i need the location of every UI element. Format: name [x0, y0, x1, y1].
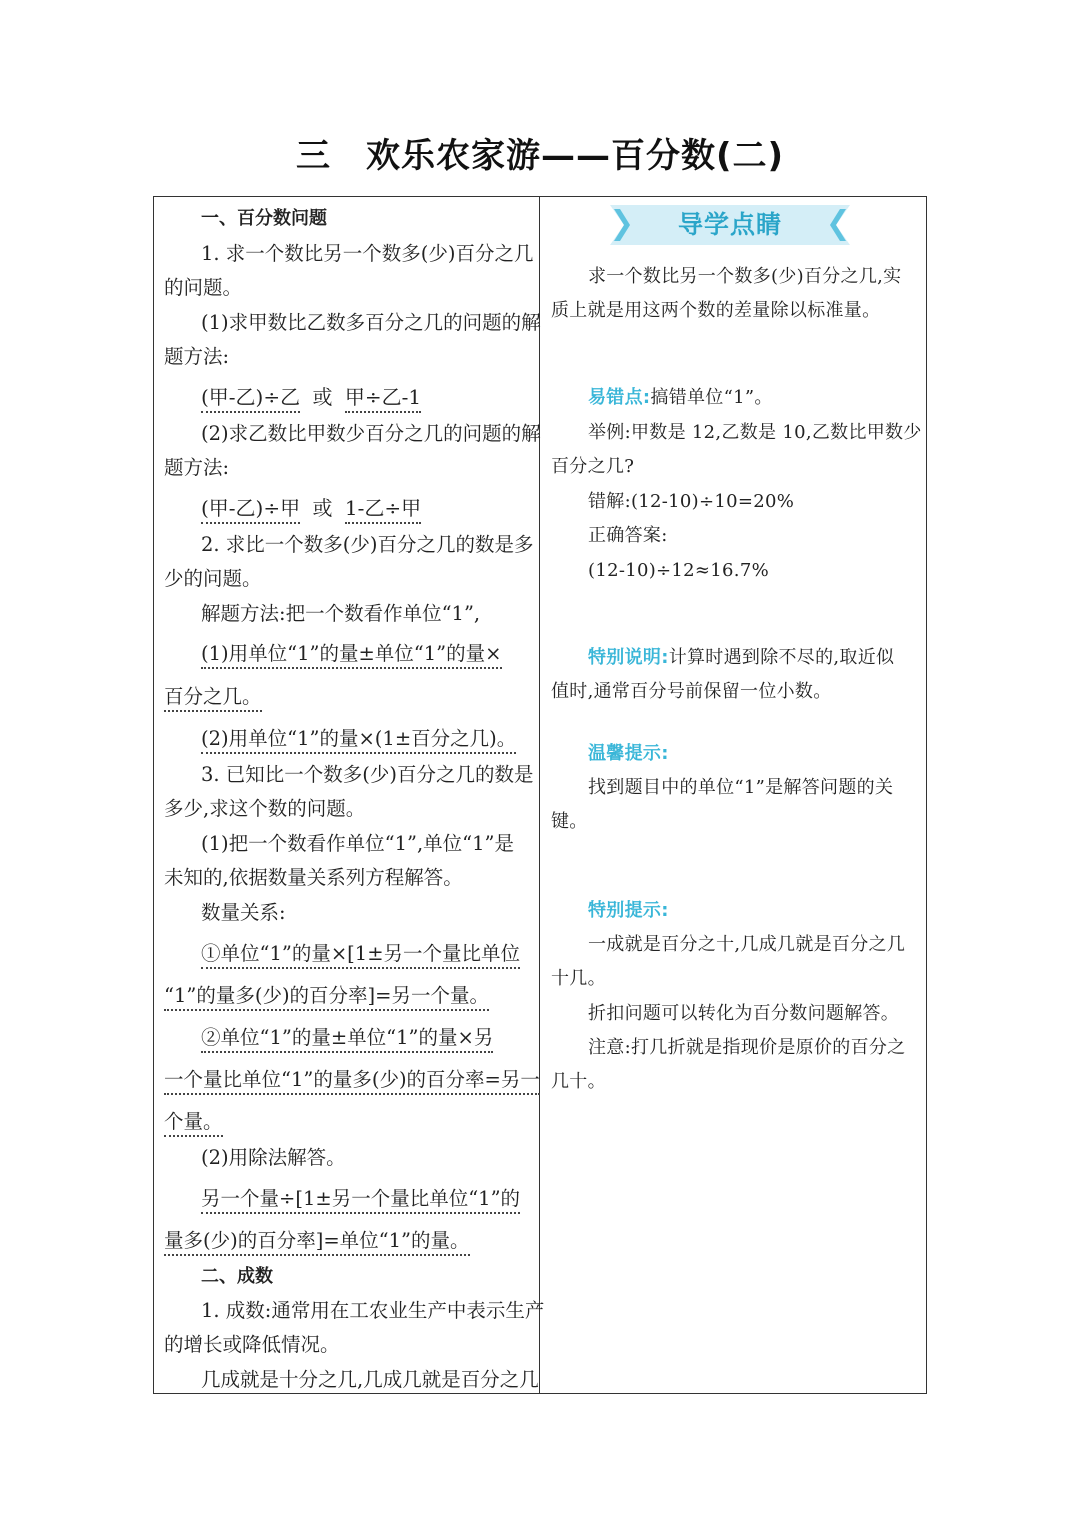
text-line: 的增长或降低情况。 — [164, 1333, 340, 1356]
formula-part: 甲÷乙-1 — [345, 385, 421, 413]
or-word: 或 — [312, 385, 333, 409]
text-line: 正确答案: — [588, 525, 668, 546]
text-line: 另一个量÷[1±另一个量比单位“1”的 — [201, 1187, 520, 1211]
text-line: 错解:(12-10)÷10=20% — [588, 491, 795, 512]
formula-part: 1-乙÷甲 — [345, 496, 421, 524]
text-line: 2. 求比一个数多(少)百分之几的数是多 — [201, 533, 534, 556]
text-line: 举例:甲数是 12,乙数是 10,乙数比甲数少 — [588, 422, 922, 443]
text-line: 一成就是百分之十,几成几就是百分之几 — [588, 934, 906, 955]
text-line: 数量关系: — [201, 901, 286, 924]
text-line: 题方法: — [164, 456, 230, 479]
formula-line — [201, 496, 421, 520]
text-line: 1. 求一个数比另一个数多(少)百分之几 — [201, 242, 534, 265]
text-line: 十几。 — [551, 968, 606, 989]
text-line: (1)用单位“1”的量±单位“1”的量× — [201, 642, 502, 666]
text-line: ①单位“1”的量×[1±另一个量比单位 — [201, 942, 520, 966]
section-heading-percent: 一、百分数问题 — [201, 208, 327, 229]
text-line: “1”的量多(少)的百分率]=另一个量。 — [164, 984, 489, 1008]
text-line: 1. 成数:通常用在工农业生产中表示生产 — [201, 1299, 545, 1322]
column-divider — [539, 196, 540, 1394]
keyword-special-tip: 特别提示: — [588, 900, 669, 921]
text-line: 题方法: — [164, 345, 230, 368]
text-line: 求一个数比另一个数多(少)百分之几,实 — [588, 266, 902, 287]
text-line: 折扣问题可以转化为百分数问题解答。 — [588, 1003, 900, 1024]
page-title: 三 欢乐农家游——百分数(二) — [295, 136, 785, 176]
text-line: 一个量比单位“1”的量多(少)的百分率=另一 — [164, 1068, 540, 1092]
text-line: (2)用单位“1”的量×(1±百分之几)。 — [201, 727, 516, 751]
text-line: 多少,求这个数的问题。 — [164, 797, 366, 820]
or-word: 或 — [312, 496, 333, 520]
keyword-special-note: 特别说明: — [588, 647, 669, 668]
text-line: (1)求甲数比乙数多百分之几的问题的解 — [201, 311, 541, 334]
formula-part: (甲-乙)÷乙 — [201, 385, 300, 413]
text-line: 百分之几? — [551, 456, 635, 477]
text-line: 找到题目中的单位“1”是解答问题的关 — [588, 777, 894, 798]
text-line: (1)把一个数看作单位“1”,单位“1”是 — [201, 832, 515, 855]
guide-banner-title: 导学点睛 — [677, 210, 782, 239]
section-heading-cheng: 二、成数 — [201, 1266, 273, 1287]
text-line: 几成就是十分之几,几成几就是百分之几 — [201, 1368, 539, 1391]
formula-part: (甲-乙)÷甲 — [201, 496, 300, 524]
text-line: 注意:打几折就是指现价是原价的百分之 — [588, 1037, 906, 1058]
text-line: 质上就是用这两个数的差量除以标准量。 — [551, 300, 881, 321]
text-line: 量多(少)的百分率]=单位“1”的量。 — [164, 1229, 470, 1253]
text-line: 易错点:搞错单位“1”。 — [588, 387, 773, 408]
text-line: 的问题。 — [164, 276, 243, 299]
text-line: 百分之几。 — [164, 685, 262, 709]
keyword-error-prone: 易错点: — [588, 387, 651, 408]
text-line: (12-10)÷12≈16.7% — [588, 560, 769, 581]
text-line: (2)用除法解答。 — [201, 1146, 346, 1169]
text-line: 解题方法:把一个数看作单位“1”, — [201, 602, 481, 625]
text-line: ②单位“1”的量±单位“1”的量×另 — [201, 1026, 493, 1050]
text-line: 键。 — [551, 811, 588, 832]
text-line: 几十。 — [551, 1071, 606, 1092]
text-line: 值时,通常百分号前保留一位小数。 — [551, 681, 832, 702]
formula-line — [201, 385, 421, 409]
text-line: 个量。 — [164, 1110, 223, 1134]
text-line: 未知的,依据数量关系列方程解答。 — [164, 866, 463, 889]
text-line: 特别说明:计算时遇到除不尽的,取近似 — [588, 647, 895, 668]
text-line: (2)求乙数比甲数少百分之几的问题的解 — [201, 422, 541, 445]
keyword-warm-tip: 温馨提示: — [588, 743, 669, 764]
text-line: 3. 已知比一个数多(少)百分之几的数是 — [201, 763, 534, 786]
text-line: 少的问题。 — [164, 567, 262, 590]
